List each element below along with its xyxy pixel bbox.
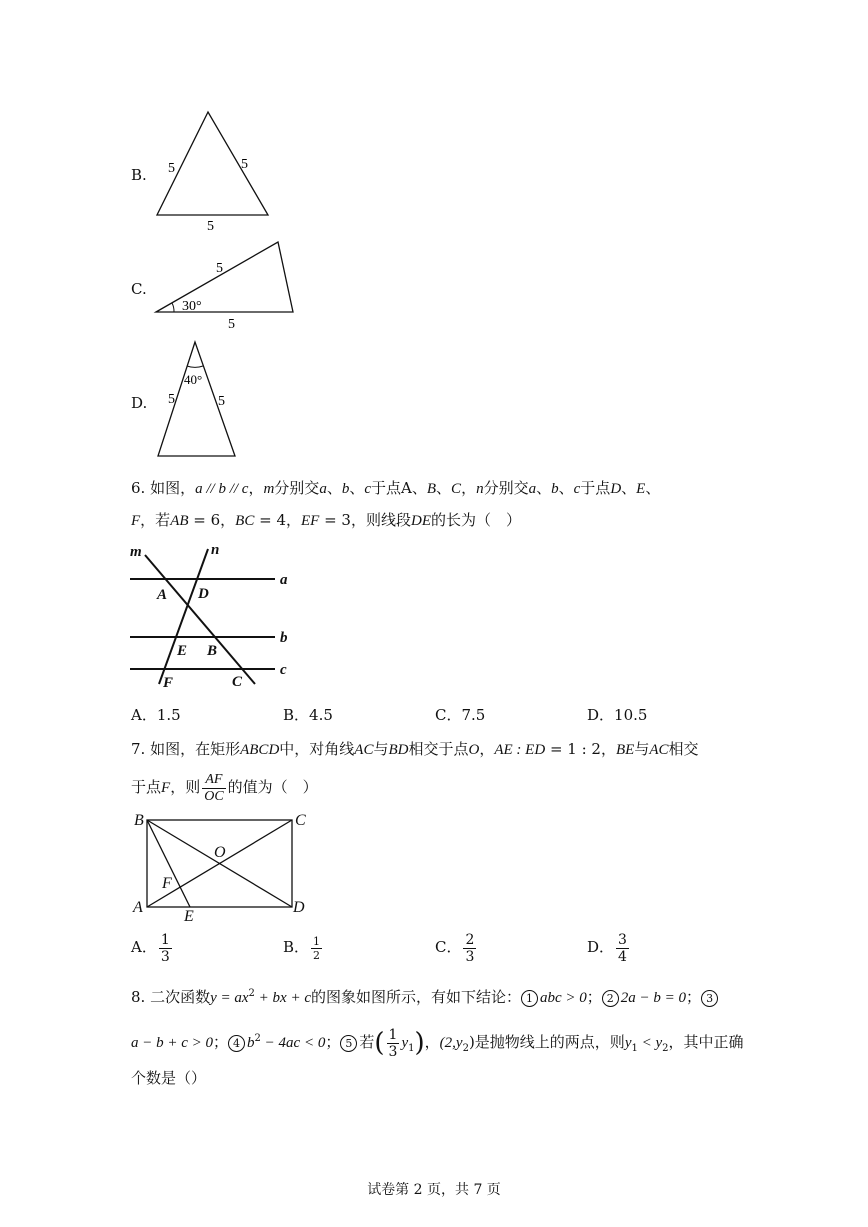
label-E: E [177,643,188,659]
label-B: B [207,643,218,659]
fraction-af-oc: $\frac{AF}{OC}$ [204,771,224,804]
q6-line2: F，若AB = 6，BC = 4，EF = 3，则线段DE的长为（ ） [131,511,521,529]
label-E: E [184,908,194,925]
figure-parallel-lines [125,542,305,692]
label-D: D [198,586,209,602]
side-top-label: 5 [216,261,223,276]
label-O: O [214,844,226,861]
q7-choice-a: A． $\frac{1}{3}$ [131,931,170,965]
figure-rectangle [130,808,315,926]
label-a: a [280,572,288,588]
side-right-label: 5 [218,394,225,409]
label-c: c [280,662,287,678]
label-F: F [162,875,172,892]
q7-line2: 于点F，则 $\frac{AF}{OC}$ 的值为（ ） [131,771,318,804]
q8-line3: 个数是（） [131,1069,207,1087]
side-bottom-label: 5 [228,317,235,332]
side-right-label: 5 [241,157,248,172]
option-b-label: B. [131,166,147,184]
side-bottom-label: 5 [207,219,214,233]
q7-choice-c: C． $\frac{2}{3}$ [435,931,475,965]
q7-choice-b: B． $\frac{1}{2}$ [283,934,321,962]
figure-equilateral-triangle [150,108,275,233]
label-C: C [295,812,306,829]
page-footer: 试卷第 2 页，共 7 页 [367,1182,501,1198]
q8-line2: a − b + c > 0； 4 $b^2 - 4ac < 0$； 5 若( $\frac{1}{3}$ $y_1$)，$(2,y_2)$是抛物线上的两点，则$y_1 < y_2$，其中正确 [131,1026,744,1060]
q6-choice-a: A．1.5 [131,706,181,724]
q6-choice-d: D．10.5 [587,706,648,724]
q8-line1: 8. 二次函数$y = ax^2$ + bx + c的图象如图所示，有如下结论： 1 abc > 0； 2 2a − b = 0； 3 [131,984,720,1008]
option-d-label: D. [131,394,148,412]
label-A: A [133,899,143,916]
angle-label: 30° [182,299,202,314]
label-D: D [293,899,305,916]
side-left-label: 5 [168,161,175,176]
label-m: m [130,544,142,560]
q7-line1: 7. 如图，在矩形ABCD中，对角线AC与BD相交于点O，AE : ED = 1 : 2，BE与AC相交 [131,740,699,758]
q6-line1: 6. 如图，a // b // c，m分别交a、b、c于点A、B、C，n分别交a、b、c于点D、E、 [131,479,661,497]
label-n: n [211,542,220,558]
label-b: b [280,630,288,646]
side-left-label: 5 [168,392,175,407]
label-B: B [134,812,144,829]
option-c-label: C. [131,280,147,298]
q7-choice-d: D． $\frac{3}{4}$ [587,931,627,965]
label-A: A [157,587,168,603]
figure-40deg-triangle [150,338,245,463]
q6-choice-c: C．7.5 [435,706,486,724]
angle-label: 40° [184,372,203,387]
label-C: C [232,674,243,690]
label-F: F [163,675,174,691]
figure-30deg-triangle [150,238,300,333]
q6-choice-b: B．4.5 [283,706,333,724]
